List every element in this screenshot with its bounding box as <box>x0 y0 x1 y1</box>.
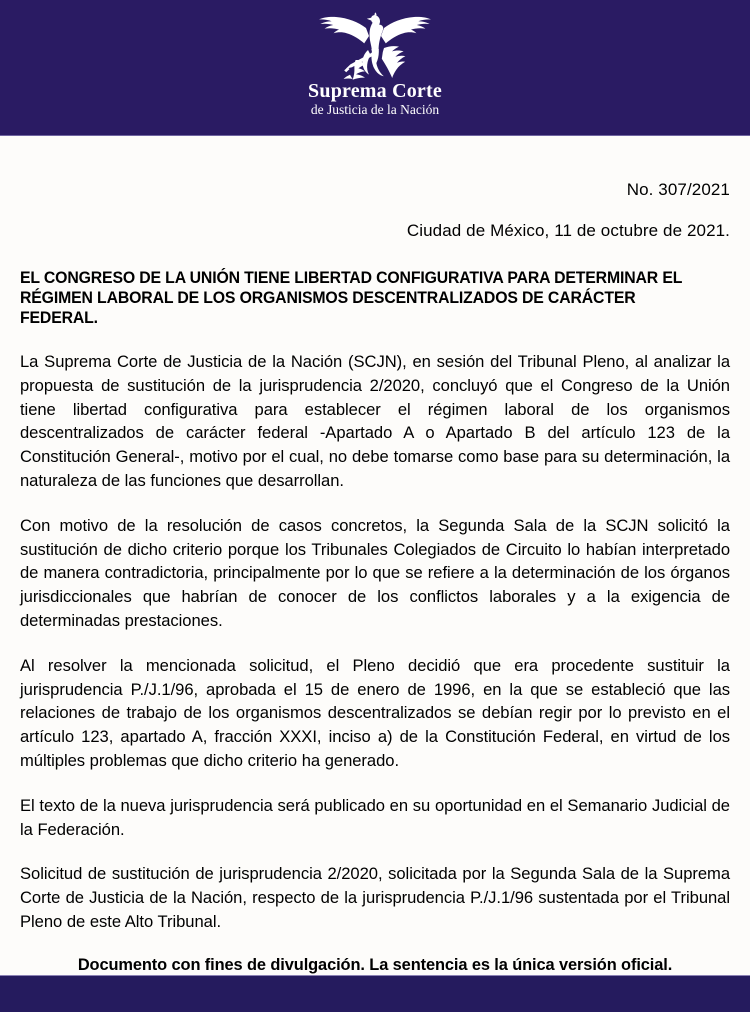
paragraph: Con motivo de la resolución de casos concretos, la Segunda Sala de la SCJN solicitó la sustitución de dicho criterio porque los Tribunales Colegiados de Circuito lo habían interpretado de manera contradictoria, principalmente por lo que se refiere a la determinación de los órganos jurisdiccionales que habrían de conocer de los conflictos laborales y a la exigencia de determinadas prestaciones. <box>20 515 730 630</box>
document-body <box>0 136 750 975</box>
document-paragraphs <box>20 328 730 934</box>
paragraph: Solicitud de sustitución de jurisprudencia 2/2020, solicitada por la Segunda Sala de la Suprema Corte de Justicia de la Nación, respecto de la jurisprudencia P./J.1/96 sustentada por el Tribunal Pleno de este Alto Tribunal. <box>20 864 730 931</box>
paragraph: La Suprema Corte de Justicia de la Nación (SCJN), en sesión del Tribunal Pleno, al analizar la propuesta de sustitución de la jurisprudencia 2/2020, concluyó que el Congreso de la Unión tiene libertad configurativa para establecer el régimen laboral de los organismos descentralizados de carácter federal -Apartado A o Apartado B del artículo 123 de la Constitución General-, motivo por el cual, no debe tomarse como base para su determinación, la naturaleza de las funciones que desarrollan. <box>20 352 730 490</box>
paragraph: El texto de la nueva jurisprudencia será publicado en su oportunidad en el Semanario Judicial de la Federación. <box>20 795 730 839</box>
document-place-and-date: Ciudad de México, 11 de octubre de 2021. <box>406 221 730 240</box>
document-header-band <box>0 0 750 136</box>
organization-name: Suprema Corte <box>308 80 442 102</box>
document-number: No. 307/2021 <box>626 180 730 199</box>
paragraph: Al resolver la mencionada solicitud, el Pleno decidió que era procedente sustituir la jurisprudencia P./J.1/96, aprobada el 15 de enero de 1996, en la que se estableció que las relaciones de trabajo de los organismos descentralizados se debían regir por lo previsto en el artículo 123, apartado A, fracción XXXI, inciso a) de la Constitución Federal, en virtud de los múltiples problemas que dicho criterio ha generado. <box>20 655 730 770</box>
document-title: EL CONGRESO DE LA UNIÓN TIENE LIBERTAD CONFIGURATIVA PARA DETERMINAR EL RÉGIMEN LABORAL DE LOS ORGANISMOS DESCENTRALIZADOS DE CARÁCTER FEDERAL. <box>20 269 682 327</box>
document-footer-band <box>0 975 750 1012</box>
organization-subtitle: de Justicia de la Nación <box>310 102 440 117</box>
document-closing-note: Documento con fines de divulgación. La sentencia es la única versión oficial. <box>77 955 673 974</box>
organization-wordmark <box>308 81 442 117</box>
mexican-eagle-emblem <box>316 6 434 80</box>
